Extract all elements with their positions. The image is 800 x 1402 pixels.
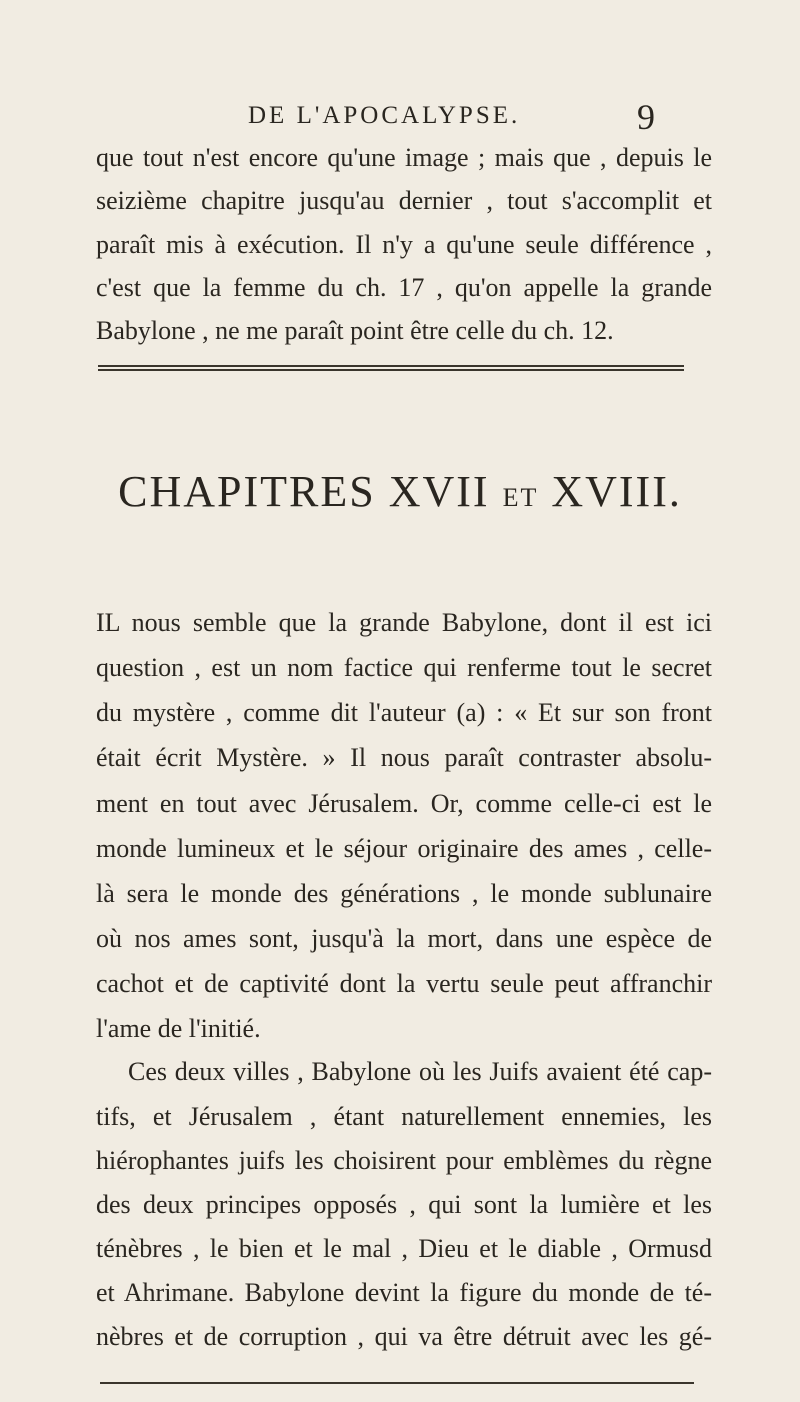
running-title: DE L'APOCALYPSE.: [248, 102, 521, 129]
text-line: l'ame de l'initié.: [96, 1014, 261, 1043]
text-line: là sera le monde des générations , le monde sublunaire: [96, 879, 712, 908]
section-divider: [98, 365, 684, 371]
text-line: cachot et de captivité dont la vertu seule peut affranchir: [96, 969, 712, 998]
text-line: que tout n'est encore qu'une image ; mais que , depuis le: [96, 143, 712, 172]
chapter-title-part: XVIII.: [538, 467, 682, 516]
running-head: [0, 97, 800, 140]
text-line: nèbres et de corruption , qui va être détruit avec les gé-: [96, 1322, 712, 1351]
text-line: seizième chapitre jusqu'au dernier , tout s'accomplit et: [96, 186, 712, 215]
text-line: paraît mis à exécution. Il n'y a qu'une seule différence ,: [96, 230, 712, 259]
text-line: IL nous semble que la grande Babylone, dont il est ici: [96, 608, 712, 637]
text-line: du mystère , comme dit l'auteur (a) : « Et sur son front: [96, 698, 712, 727]
chapter-title-conjunction: ET: [502, 483, 539, 512]
text-line: hiérophantes juifs les choisirent pour emblèmes du règne: [96, 1146, 712, 1175]
text-line: question , est un nom factice qui renferme tout le secret: [96, 653, 712, 682]
page-number: 9: [637, 97, 655, 137]
chapter-title-part: CHAPITRES XVII: [118, 467, 503, 516]
text-line: c'est que la femme du ch. 17 , qu'on appelle la grande: [96, 273, 712, 302]
text-line: ment en tout avec Jérusalem. Or, comme celle-ci est le: [96, 789, 712, 818]
footnote-rule: [100, 1382, 694, 1384]
text-line: où nos ames sont, jusqu'à la mort, dans une espèce de: [96, 924, 712, 953]
text-line: monde lumineux et le séjour originaire des ames , celle-: [96, 834, 712, 863]
chapter-heading: [0, 466, 800, 517]
text-line: des deux principes opposés , qui sont la lumière et les: [96, 1190, 712, 1219]
text-line: était écrit Mystère. » Il nous paraît contraster absolu-: [96, 743, 712, 772]
text-line: Babylone , ne me paraît point être celle du ch. 12.: [96, 316, 614, 345]
text-line: et Ahrimane. Babylone devint la figure du monde de té-: [96, 1278, 712, 1307]
text-line: tifs, et Jérusalem , étant naturellement ennemies, les: [96, 1102, 712, 1131]
text-line: Ces deux villes , Babylone où les Juifs avaient été cap-: [128, 1057, 712, 1086]
text-line: ténèbres , le bien et le mal , Dieu et le diable , Ormusd: [96, 1234, 712, 1263]
